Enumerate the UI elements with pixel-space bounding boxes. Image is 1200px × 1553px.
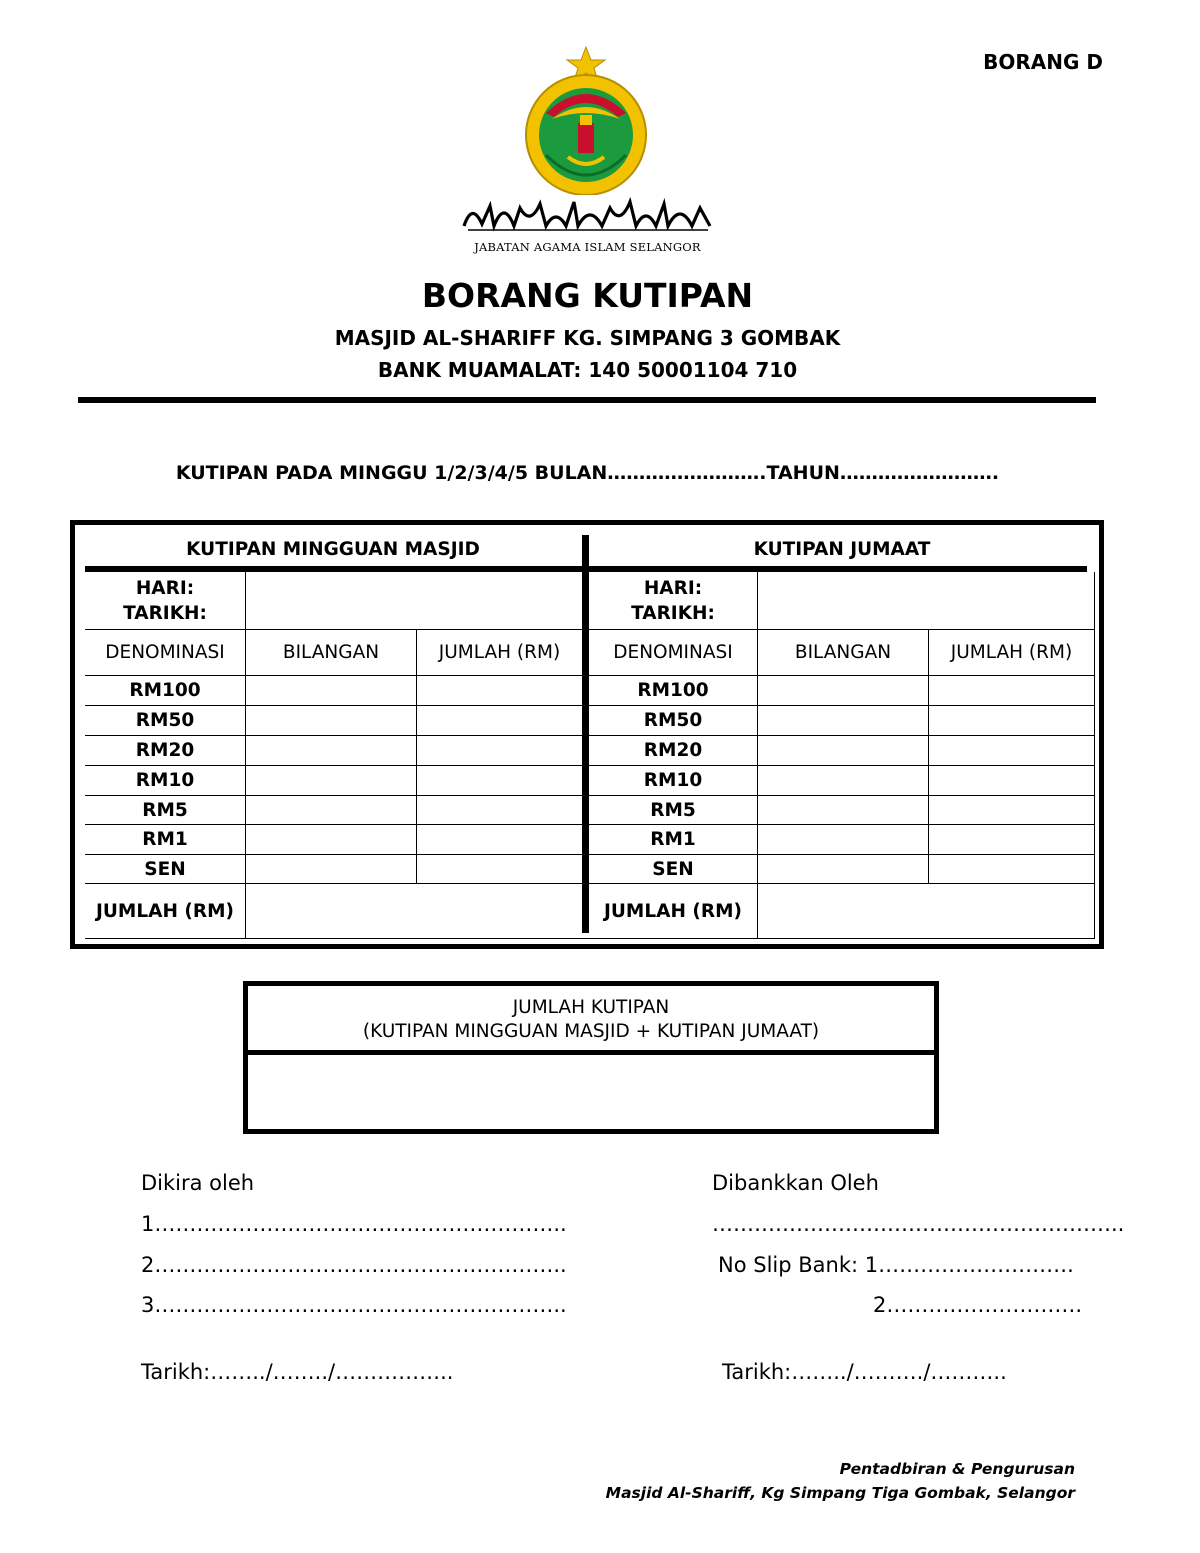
left-denom-rm10: RM10 [135, 770, 195, 791]
counted-by-label: Dikira oleh [141, 1171, 255, 1195]
left-total-label: JUMLAH (RM) [96, 900, 234, 922]
right-denom-sen: SEN [652, 858, 694, 880]
counted-by-line-1[interactable]: 1………………………………………………….. [141, 1212, 567, 1236]
counted-by-line-3[interactable]: 3………………………………………………….. [141, 1293, 567, 1317]
left-col-jumlah: JUMLAH (RM) [438, 642, 561, 663]
right-hari-tarikh-label [589, 573, 757, 629]
left-denom-rm1: RM1 [142, 829, 188, 850]
footer-line-1: Pentadbiran & Pengurusan [839, 1460, 1075, 1478]
total-collection-title [248, 996, 934, 1044]
left-tarikh-label: TARIKH: [123, 603, 207, 624]
collection-table [70, 520, 1104, 949]
left-col-denominasi: DENOMINASI [105, 642, 225, 663]
weekly-collection-title: KUTIPAN MINGGUAN MASJID [186, 538, 480, 560]
left-denom-rm20: RM20 [135, 740, 195, 761]
right-denom-rm5: RM5 [650, 799, 696, 821]
total-collection-line2: (KUTIPAN MINGGUAN MASJID + KUTIPAN JUMAAT) [362, 1021, 820, 1042]
header-divider [78, 397, 1096, 403]
counted-date[interactable]: Tarikh:……../……../…………….. [141, 1360, 454, 1384]
form-code: BORANG D [983, 50, 1103, 74]
right-col-denominasi: DENOMINASI [613, 642, 733, 663]
right-total-label: JUMLAH (RM) [604, 900, 742, 922]
mosque-name: MASJID AL-SHARIFF KG. SIMPANG 3 GOMBAK [334, 326, 841, 350]
bank-slip-2[interactable]: 2………………………. [873, 1293, 1083, 1317]
right-denom-rm50: RM50 [643, 710, 703, 731]
right-denom-rm10: RM10 [643, 770, 703, 791]
banked-date[interactable]: Tarikh:……../………./……….. [722, 1360, 1007, 1384]
jais-emblem-icon [522, 45, 650, 195]
center-divider [582, 535, 589, 933]
left-date-field[interactable] [246, 573, 582, 629]
counted-by-line-2[interactable]: 2………………………………………………….. [141, 1253, 567, 1277]
left-hari-tarikh-label [85, 573, 245, 629]
page-title: BORANG KUTIPAN [421, 276, 754, 315]
left-denom-rm100: RM100 [129, 680, 201, 701]
arabic-wordmark-icon [460, 196, 715, 234]
total-collection-line1: JUMLAH KUTIPAN [512, 997, 670, 1018]
right-denom-rm100: RM100 [637, 680, 709, 701]
left-col-bilangan: BILANGAN [282, 642, 380, 663]
friday-collection-title: KUTIPAN JUMAAT [753, 538, 931, 560]
crest-icon [578, 123, 594, 153]
left-hari-label: HARI: [135, 578, 195, 599]
right-date-field[interactable] [758, 573, 1094, 629]
bank-account: BANK MUAMALAT: 140 50001104 710 [377, 358, 798, 382]
footer-line-2: Masjid Al-Shariff, Kg Simpang Tiga Gombak, Selangor [605, 1484, 1075, 1502]
left-denom-rm5: RM5 [142, 799, 188, 821]
right-col-jumlah: JUMLAH (RM) [950, 642, 1073, 663]
right-total-field[interactable] [758, 884, 1094, 938]
bank-slip-1[interactable]: No Slip Bank: 1………………………. [718, 1253, 1074, 1277]
banked-by-label: Dibankkan Oleh [712, 1171, 879, 1195]
right-denom-rm20: RM20 [643, 740, 703, 761]
left-denom-rm50: RM50 [135, 710, 195, 731]
right-hari-label: HARI: [643, 578, 703, 599]
right-denom-rm1: RM1 [650, 829, 696, 850]
banked-by-line[interactable]: ………………………………………………….. [712, 1212, 1125, 1236]
jais-name: JABATAN AGAMA ISLAM SELANGOR [474, 240, 701, 254]
collection-week-line: KUTIPAN PADA MINGGU 1/2/3/4/5 BULAN…………………….TAHUN……………………. [175, 462, 1000, 484]
total-collection-box [243, 981, 939, 1134]
left-total-field[interactable] [246, 884, 582, 938]
right-col-bilangan: BILANGAN [794, 642, 892, 663]
total-collection-field[interactable] [248, 1055, 934, 1129]
left-denom-sen: SEN [144, 858, 186, 880]
right-tarikh-label: TARIKH: [631, 603, 715, 624]
